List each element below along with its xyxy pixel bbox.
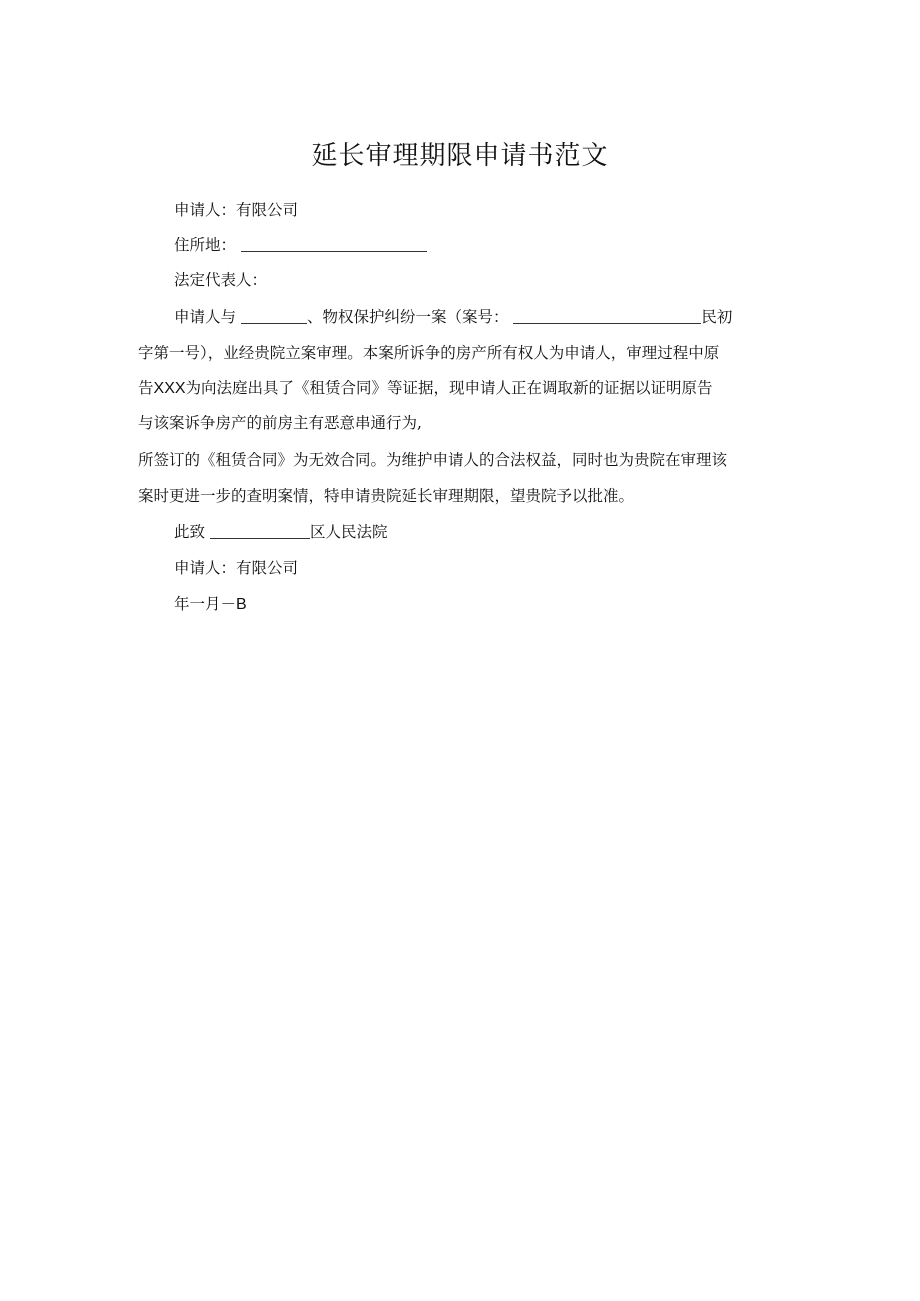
date-text: 年一月－	[174, 595, 237, 613]
body-text: 为向法庭出具了《租赁合同》等证据，现申请人正在调取新的证据以证明原告	[185, 379, 713, 397]
body-line-3	[138, 376, 713, 401]
body-line-6: 案时更进一步的查明案情，特申请贵院延长审理期限，望贵院予以批准。	[138, 487, 635, 505]
date-day: B	[236, 596, 247, 613]
closing-to: 此致	[174, 523, 206, 541]
address-line	[174, 233, 427, 257]
applicant-line: 申请人：有限公司	[174, 201, 299, 219]
case-number-blank	[513, 307, 701, 324]
body-text: 申请人与	[174, 308, 237, 326]
address-label: 住所地：	[174, 236, 237, 254]
plaintiff-name: XXX	[153, 380, 186, 397]
body-text: 告	[138, 379, 154, 397]
body-line-1	[174, 305, 732, 329]
party-blank	[241, 307, 307, 324]
document-title: 延长审理期限申请书范文	[311, 141, 609, 171]
body-text: 民初	[701, 308, 733, 326]
court-blank	[210, 522, 310, 539]
body-line-4: 与该案诉争房产的前房主有恶意串通行为,	[138, 414, 422, 432]
address-blank	[241, 235, 427, 252]
body-line-5: 所签订的《租赁合同》为无效合同。为维护申请人的合法权益，同时也为贵院在审理该	[138, 451, 728, 469]
legal-rep-line: 法定代表人：	[174, 271, 268, 289]
closing-line	[174, 520, 387, 544]
body-text: 、物权保护纠纷一案（案号：	[306, 308, 509, 326]
date-line	[174, 592, 247, 617]
signature-line: 申请人：有限公司	[174, 559, 299, 577]
court-name: 区人民法院	[309, 523, 388, 541]
body-line-2: 字第一号），业经贵院立案审理。本案所诉争的房产所有权人为申请人，审理过程中原	[138, 344, 720, 362]
